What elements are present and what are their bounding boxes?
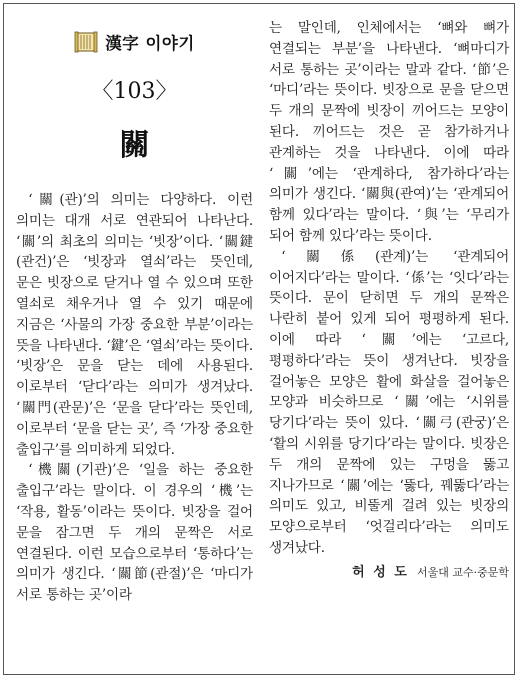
author-affiliation: 서울대 교수·중문학	[416, 565, 509, 579]
series-title: 漢字 이야기	[105, 34, 195, 53]
column-header	[16, 24, 253, 60]
scroll-icon	[74, 30, 98, 54]
byline	[269, 561, 509, 580]
left-column	[16, 24, 253, 606]
paragraph: ‘關係(관계)’는 ‘관계되어 이어지다’라는 말이다. ‘係’는 ‘잇다’라는 뜻이다. 문이 닫히면 두 개의 문짝은 나란히 붙어 있게 되어 평평하게 된다. 이에 따라 ‘關’에는 ‘고르다, 평평하다’라는 뜻이 생겨난다. 빗장을 걸어놓은 모양은 활에 화살을 걸어놓은 모양과 비슷하므로 ‘關’에는 ‘시위를 당기다’라는 뜻이 있다. ‘關弓(관궁)’은 ‘활의 시위를 당기다’라는 말이다. 빗장은 두 개의 문짝에 있는 구멍을 뚫고 지나가므로 ‘關’에는 ‘뚫다, 꿰뚫다’라는 의미도 있고, 비뚤게 걸려 있는 빗장의 모양으로부터 ‘엇걸리다’라는 의미도 생겨났다.	[269, 248, 509, 556]
headline-character: 關	[119, 128, 150, 163]
author-name: 허 성 도	[352, 564, 409, 580]
article-frame	[3, 3, 515, 675]
paragraph: ‘機關(기관)’은 ‘일을 하는 중요한 출입구’라는 말이다. 이 경우의 ‘機’는 ‘작용, 활동’이라는 뜻이다. 빗장을 걸어 문을 잠그면 두 개의 문짝은 서로 연결된다. 이런 모습으로부터 ‘통하다’는 의미가 생긴다. ‘關節(관절)’은 ‘마디가 서로 통하는 곳’이라	[16, 462, 253, 604]
body-text-left	[16, 190, 253, 606]
paragraph: ‘關(관)’의 의미는 다양하다. 이런 의미는 대개 서로 연관되어 나타난다. ‘關’의 최초의 의미는 ‘빗장’이다. ‘關鍵(관건)’은 ‘빗장과 열쇠’라는 뜻인데, 문은 빗장으로 닫거나 열 수 있으며 또한 열쇠로 채우거나 열 수 있기 때문에 지금은 ‘사물의 가장 중요한 부분’이라는 뜻을 나타낸다. ‘鍵’은 ‘열쇠’라는 뜻이다. ‘빗장’은 문을 닫는 데에 사용된다. 이로부터 ‘닫다’라는 의미가 생겨났다. ‘關門(관문)’은 ‘문을 닫다’라는 뜻인데, 이로부터 ‘문을 닫는 곳’, 즉 ‘가장 중요한 출입구’를 의미하게 되었다.	[16, 192, 253, 458]
right-column	[269, 18, 509, 580]
paragraph: 는 말인데, 인체에서는 ‘뼈와 뼈가 연결되는 부분’을 나타낸다. ‘뼈마디가 서로 통하는 곳’이라는 말과 같다. ‘節’은 ‘마디’라는 뜻이다. 빗장으로 문을 닫으면 두 개의 문짝에 빗장이 끼어드는 모양이 된다. 끼어드는 것은 곧 참가하거나 관계하는 것을 나타낸다. 이에 따라 ‘關’에는 ‘관계하다, 참가하다’라는 의미가 생긴다. ‘關與(관여)’는 ‘관계되어 함께 있다’라는 말이다. ‘與’는 ‘무리가 되어 함께 있다’라는 뜻이다.	[269, 20, 509, 244]
issue-number: 〈103〉	[91, 79, 178, 104]
